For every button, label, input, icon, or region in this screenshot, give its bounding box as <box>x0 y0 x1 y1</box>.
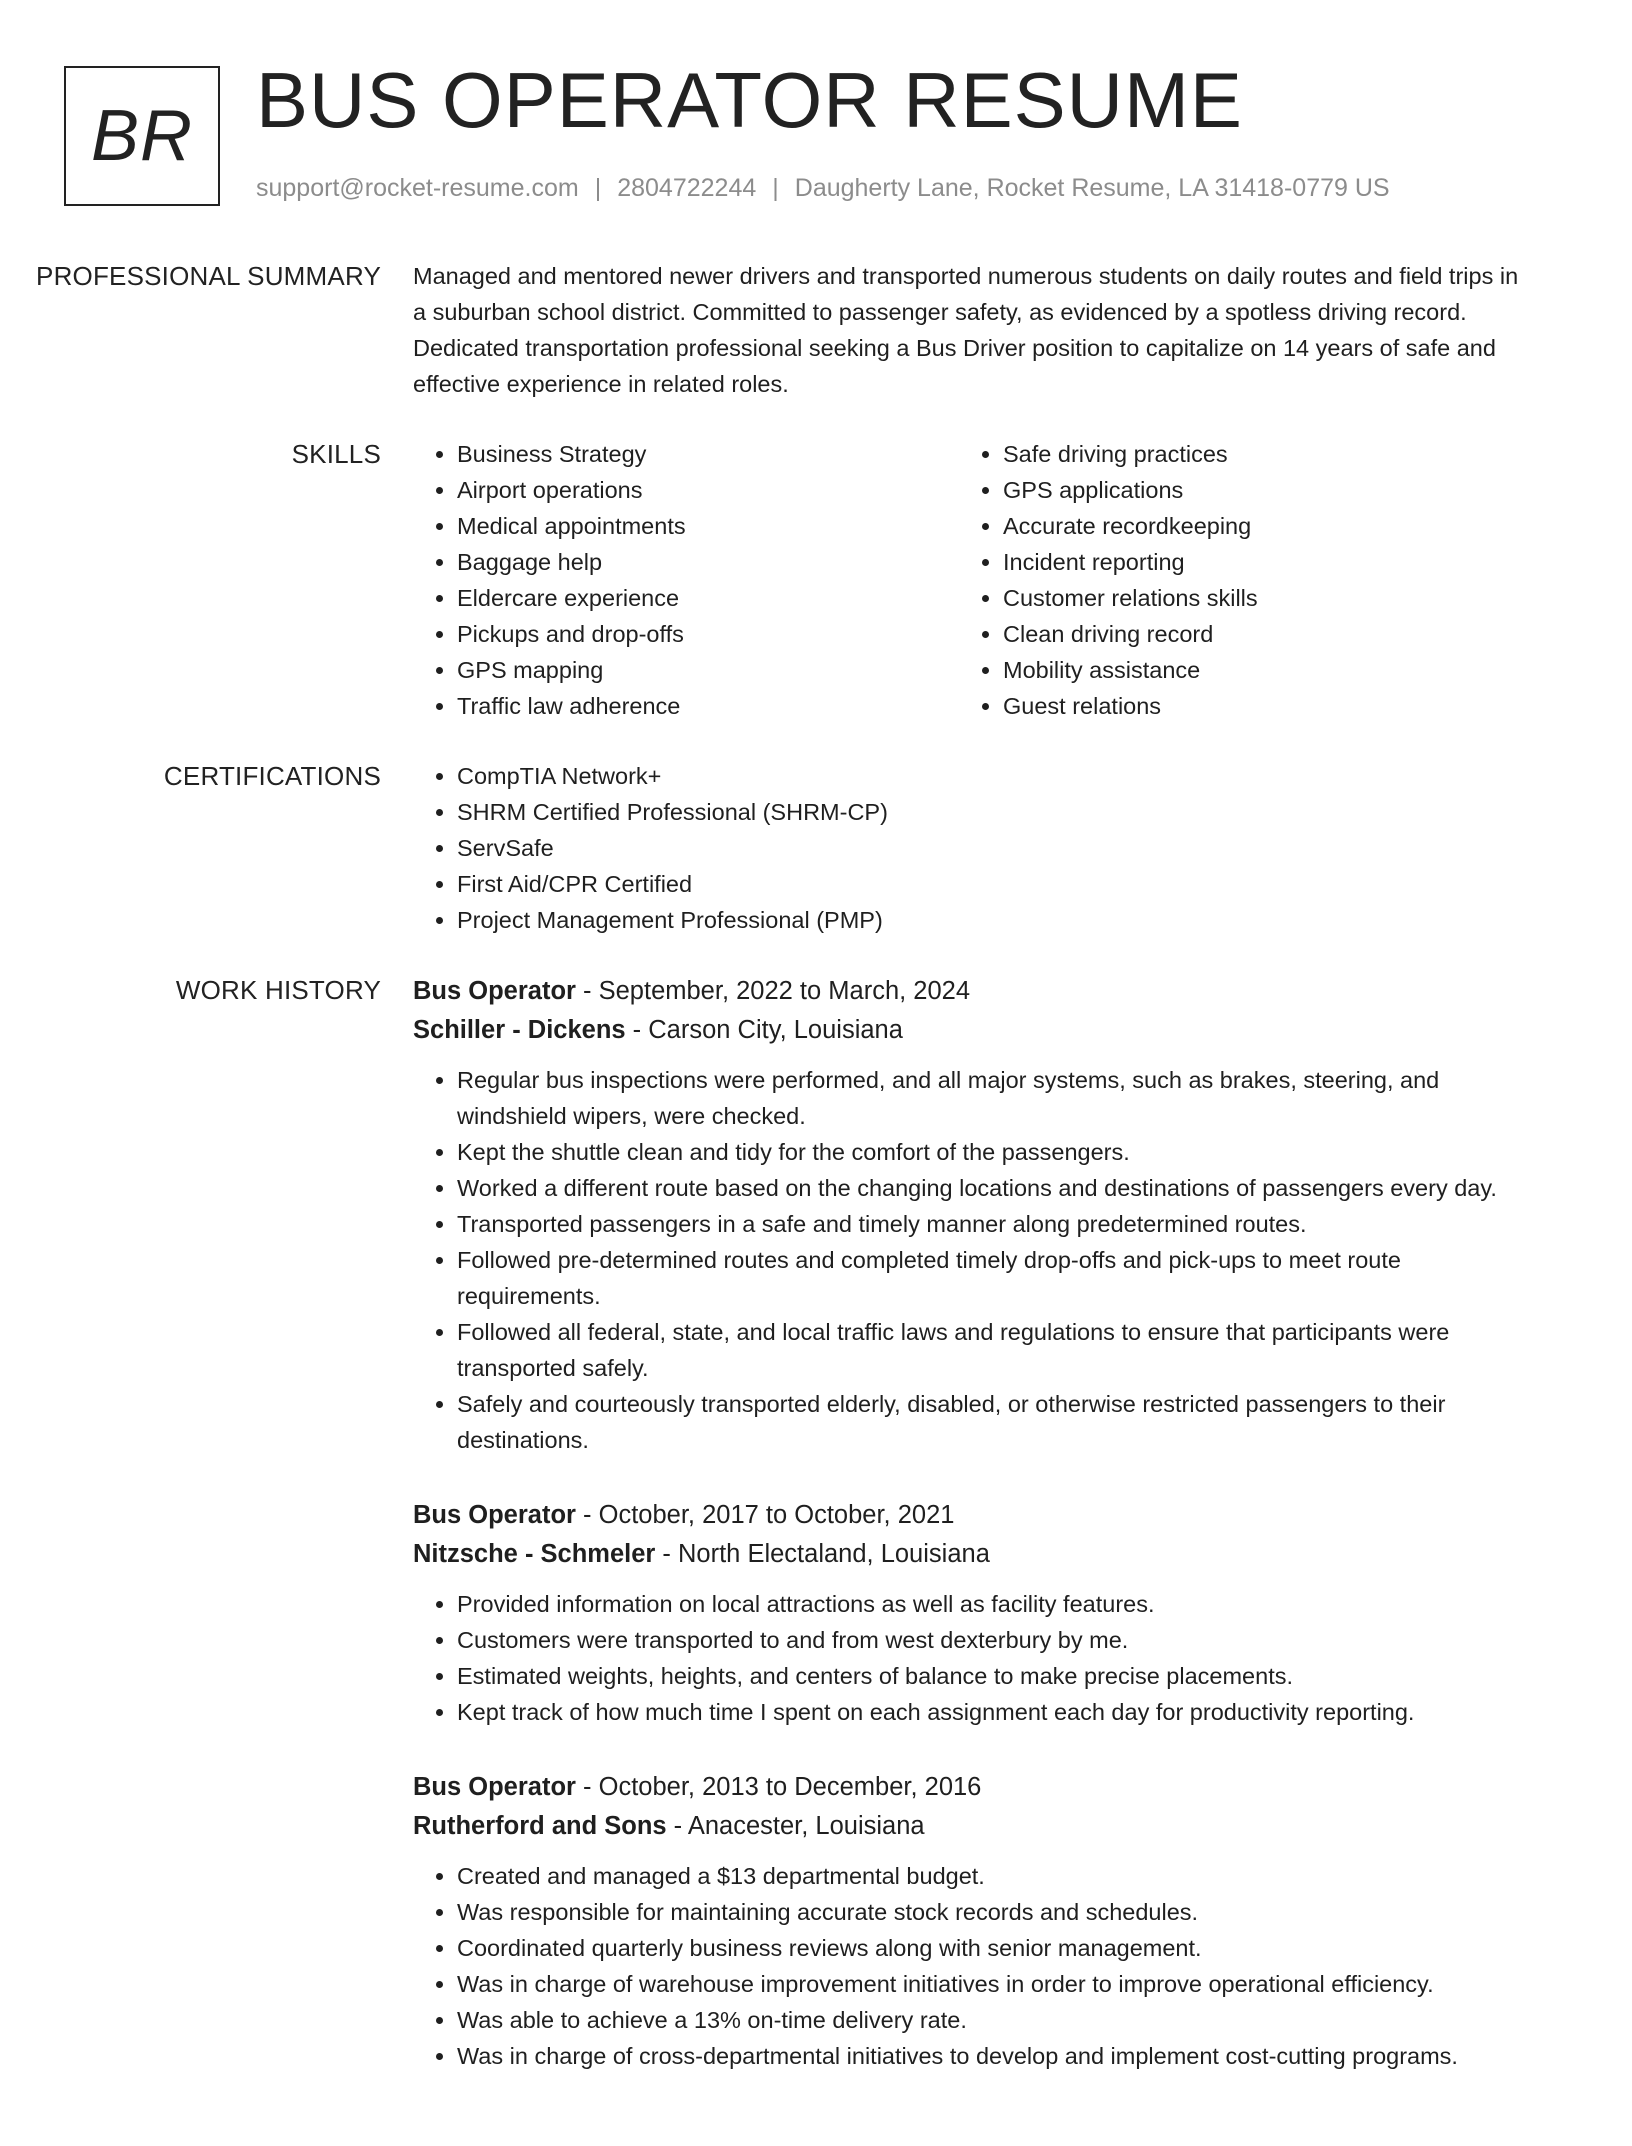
contact-separator: | <box>594 174 602 202</box>
skill-item: • Medical appointments <box>457 508 959 544</box>
skills-list-right <box>959 436 1505 724</box>
contact-email: support@rocket-resume.com <box>256 174 579 202</box>
skill-item: • Airport operations <box>457 472 959 508</box>
contact-address: Daugherty Lane, Rocket Resume, LA 31418-0779 US <box>794 174 1390 202</box>
job-dates: - October, 2017 to October, 2021 <box>575 1501 955 1529</box>
skill-item: • Traffic law adherence <box>457 688 959 724</box>
certifications-heading: CERTIFICATIONS <box>163 761 381 791</box>
job-bullet: • Regular bus inspections were performed, and all major systems, such as brakes, steering, and windshield wipers, were checked. <box>457 1062 1528 1134</box>
job-bullets <box>413 1062 1528 1458</box>
job-bullet: • Followed all federal, state, and local traffic laws and regulations to ensure that participants were transported safely. <box>457 1314 1528 1386</box>
job-bullets <box>413 1858 1528 2074</box>
skill-item: • Customer relations skills <box>1003 580 1505 616</box>
job-bullet: • Estimated weights, heights, and centers of balance to make precise placements. <box>457 1658 1528 1694</box>
job-dates: - October, 2013 to December, 2016 <box>575 1773 982 1801</box>
job-entry <box>413 1496 1528 1730</box>
job-bullet: • Safely and courteously transported elderly, disabled, or otherwise restricted passengers to their destinations. <box>457 1386 1528 1458</box>
job-role-line <box>413 1496 1528 1535</box>
certification-item: • CompTIA Network+ <box>457 758 1528 794</box>
job-bullet: • Was in charge of warehouse improvement initiatives in order to improve operational efficiency. <box>457 1966 1528 2002</box>
certification-item: • ServSafe <box>457 830 1528 866</box>
job-company-line <box>413 1807 1528 1846</box>
job-dates: - September, 2022 to March, 2024 <box>575 977 971 1005</box>
skill-item: • GPS mapping <box>457 652 959 688</box>
certifications-list <box>413 758 1528 938</box>
job-bullet: • Kept the shuttle clean and tidy for the comfort of the passengers. <box>457 1134 1528 1170</box>
contact-line <box>256 174 1390 203</box>
job-bullet: • Followed pre-determined routes and completed timely drop-offs and pick-ups to meet route requirements. <box>457 1242 1528 1314</box>
certification-item: • First Aid/CPR Certified <box>457 866 1528 902</box>
job-location: - North Electaland, Louisiana <box>655 1540 990 1568</box>
job-company: Rutherford and Sons <box>413 1812 667 1840</box>
resume-title: BUS OPERATOR RESUME <box>256 56 1243 144</box>
monogram-logo: BR <box>64 66 220 206</box>
job-bullet: • Transported passengers in a safe and timely manner along predetermined routes. <box>457 1206 1528 1242</box>
job-location: - Carson City, Louisiana <box>625 1016 903 1044</box>
certification-item: • SHRM Certified Professional (SHRM-CP) <box>457 794 1528 830</box>
skills-section <box>0 436 1632 724</box>
job-bullet: • Coordinated quarterly business reviews along with senior management. <box>457 1930 1528 1966</box>
skill-item: • Mobility assistance <box>1003 652 1505 688</box>
job-bullet: • Worked a different route based on the changing locations and destinations of passengers every day. <box>457 1170 1528 1206</box>
job-role-line <box>413 1768 1528 1807</box>
contact-separator: | <box>772 174 779 202</box>
summary-text: Managed and mentored newer drivers and transported numerous students on daily routes and field trips in a suburban school district. Committed to passenger safety, as evidenced by a spotless driving record. Dedicated transportation professional seeking a Bus Driver position to capitalize on 14 years of safe and effective experience in related roles. <box>413 263 1519 397</box>
job-bullet: • Provided information on local attractions as well as facility features. <box>457 1586 1528 1622</box>
job-role: Bus Operator <box>413 1501 576 1529</box>
job-role: Bus Operator <box>413 1773 576 1801</box>
skill-item: • GPS applications <box>1003 472 1505 508</box>
job-company-line <box>413 1535 1528 1574</box>
job-entry <box>413 1768 1528 2074</box>
job-company-line <box>413 1011 1528 1050</box>
job-entry <box>413 972 1528 1458</box>
skill-item: • Guest relations <box>1003 688 1505 724</box>
job-location: - Anacester, Louisiana <box>666 1812 925 1840</box>
skill-item: • Clean driving record <box>1003 616 1505 652</box>
job-company: Schiller - Dickens <box>413 1016 626 1044</box>
summary-heading: PROFESSIONAL SUMMARY <box>36 261 381 291</box>
work-history-section <box>0 972 1632 2112</box>
job-bullet: • Created and managed a $13 departmental budget. <box>457 1858 1528 1894</box>
summary-section <box>0 258 1632 402</box>
job-company: Nitzsche - Schmeler <box>413 1540 656 1568</box>
job-role-line <box>413 972 1528 1011</box>
skill-item: • Safe driving practices <box>1003 436 1505 472</box>
certifications-section <box>0 758 1632 938</box>
skill-item: • Baggage help <box>457 544 959 580</box>
skill-item: • Eldercare experience <box>457 580 959 616</box>
certification-item: • Project Management Professional (PMP) <box>457 902 1528 938</box>
skill-item: • Incident reporting <box>1003 544 1505 580</box>
skill-item: • Accurate recordkeeping <box>1003 508 1505 544</box>
resume-content <box>0 258 1632 2146</box>
job-bullet: • Was able to achieve a 13% on-time delivery rate. <box>457 2002 1528 2038</box>
job-bullet: • Kept track of how much time I spent on each assignment each day for productivity reporting. <box>457 1694 1528 1730</box>
job-bullet: • Was responsible for maintaining accurate stock records and schedules. <box>457 1894 1528 1930</box>
skills-heading: SKILLS <box>291 439 381 469</box>
skill-item: • Pickups and drop-offs <box>457 616 959 652</box>
job-bullets <box>413 1586 1528 1730</box>
skills-list-left <box>413 436 959 724</box>
job-bullet: • Was in charge of cross-departmental initiatives to develop and implement cost-cutting programs. <box>457 2038 1528 2074</box>
job-bullet: • Customers were transported to and from west dexterbury by me. <box>457 1622 1528 1658</box>
skill-item: • Business Strategy <box>457 436 959 472</box>
job-role: Bus Operator <box>413 977 576 1005</box>
work-history-heading: WORK HISTORY <box>175 975 381 1005</box>
contact-phone: 2804722244 <box>617 174 757 202</box>
